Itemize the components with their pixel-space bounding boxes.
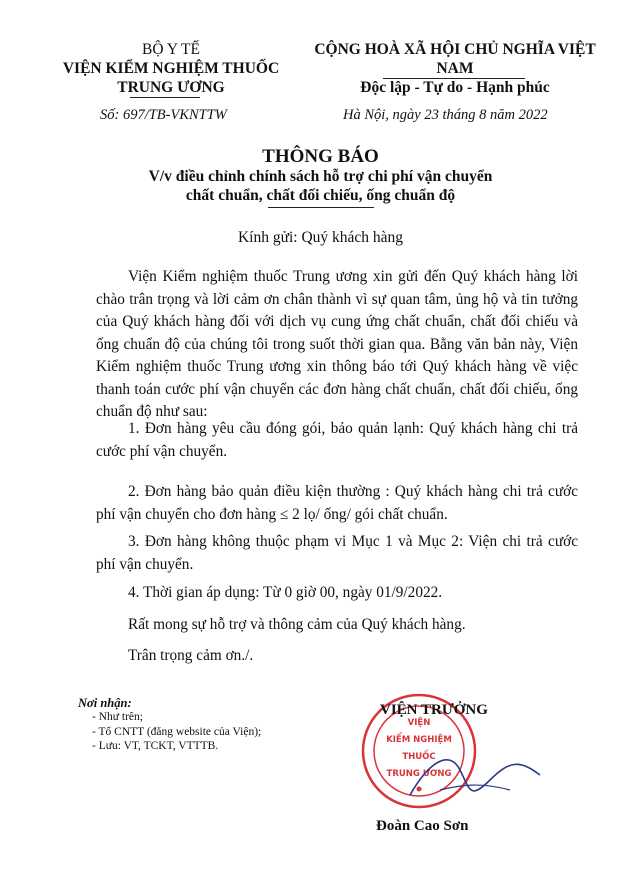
document-title: THÔNG BÁO bbox=[262, 146, 379, 167]
item-3-text: 3. Đơn hàng không thuộc phạm vi Mục 1 và Mục 2: Viện chi trả cước phí vận chuyển. bbox=[96, 533, 578, 573]
closing-1-text: Rất mong sự hỗ trợ và thông cảm của Quý khách hàng. bbox=[128, 616, 466, 633]
republic-name: CỘNG HOÀ XÃ HỘI CHỦ NGHĨA VIỆT NAM bbox=[314, 41, 596, 77]
document-number: Số: 697/TB-VKNTTW bbox=[100, 107, 227, 123]
subject-underline bbox=[268, 207, 374, 208]
subject-line-2: chất chuẩn, chất đối chiếu, ống chuẩn độ bbox=[185, 187, 456, 204]
handwritten-signature bbox=[400, 740, 550, 810]
seal-text-line2: KIỂM NGHIỆM bbox=[386, 735, 452, 745]
motto-underline bbox=[383, 78, 525, 79]
institute-name-line2: TRUNG ƯƠNG bbox=[117, 79, 225, 96]
recipient-item: - Tổ CNTT (đăng website của Viện); bbox=[92, 725, 262, 738]
recipient-item: - Như trên; bbox=[92, 711, 143, 723]
closing-1 bbox=[96, 614, 578, 637]
seal-text-line3: THUỐC bbox=[402, 752, 436, 762]
intro-paragraph bbox=[96, 266, 578, 424]
signatory-name: Đoàn Cao Sơn bbox=[376, 818, 469, 834]
item-3 bbox=[96, 531, 578, 576]
recipients-block bbox=[78, 696, 261, 754]
greeting: Kính gửi: Quý khách hàng bbox=[237, 229, 404, 246]
place-and-date: Hà Nội, ngày 23 tháng 8 năm 2022 bbox=[343, 107, 548, 123]
item-1-text: 1. Đơn hàng yêu cầu đóng gói, bảo quản lạnh: Quý khách hàng chi trả cước phí vận chuyển. bbox=[96, 420, 578, 460]
seal-text-line4: TRUNG ƯƠNG bbox=[386, 769, 452, 779]
seal-text-line1: VIỆN bbox=[407, 718, 431, 728]
ministry-name: BỘ Y TẾ bbox=[142, 41, 200, 58]
document-subject bbox=[0, 167, 641, 205]
item-1 bbox=[96, 418, 578, 463]
institute-name-line1: VIỆN KIỂM NGHIỆM THUỐC bbox=[62, 60, 280, 77]
institute-underline bbox=[130, 97, 200, 98]
item-4-text: 4. Thời gian áp dụng: Từ 0 giờ 00, ngày 01/9/2022. bbox=[128, 584, 443, 601]
recipients-label: Nơi nhận: bbox=[78, 696, 132, 710]
recipient-item: - Lưu: VT, TCKT, VTTTB. bbox=[92, 740, 219, 752]
item-2-text: 2. Đơn hàng bảo quản điều kiện thường : Quý khách hàng chi trả cước phí vận chuyển cho đơn hàng ≤ 2 lọ/ ống/ gói chất chuẩn. bbox=[96, 483, 578, 523]
signatory-title: VIỆN TRƯỞNG bbox=[380, 702, 488, 718]
closing-2 bbox=[96, 645, 578, 668]
subject-line-1: V/v điều chỉnh chính sách hỗ trợ chi phí vận chuyển bbox=[148, 168, 493, 185]
item-2 bbox=[96, 481, 578, 526]
intro-text: Viện Kiểm nghiệm thuốc Trung ương xin gửi đến Quý khách hàng lời chào trân trọng và lời cảm ơn chân thành vì sự quan tâm, ủng hộ và tin tưởng của Quý khách hàng đối với dịch vụ cung ứng chất chuẩn, chất đối chiếu và ống chuẩn độ của chúng tôi trong suốt thời gian qua. Bằng văn bản này, Viện Kiểm nghiệm thuốc Trung ương xin thông báo tới Quý khách hàng về việc thanh toán cước phí vận chuyển các đơn hàng chất chuẩn, chất đối chiếu, ống chuẩn độ như sau: bbox=[96, 268, 578, 420]
national-heading bbox=[296, 40, 614, 97]
closing-2-text: Trân trọng cảm ơn./. bbox=[128, 647, 254, 664]
national-motto: Độc lập - Tự do - Hạnh phúc bbox=[360, 79, 550, 96]
issuing-organization bbox=[40, 40, 302, 97]
item-4 bbox=[96, 582, 578, 605]
